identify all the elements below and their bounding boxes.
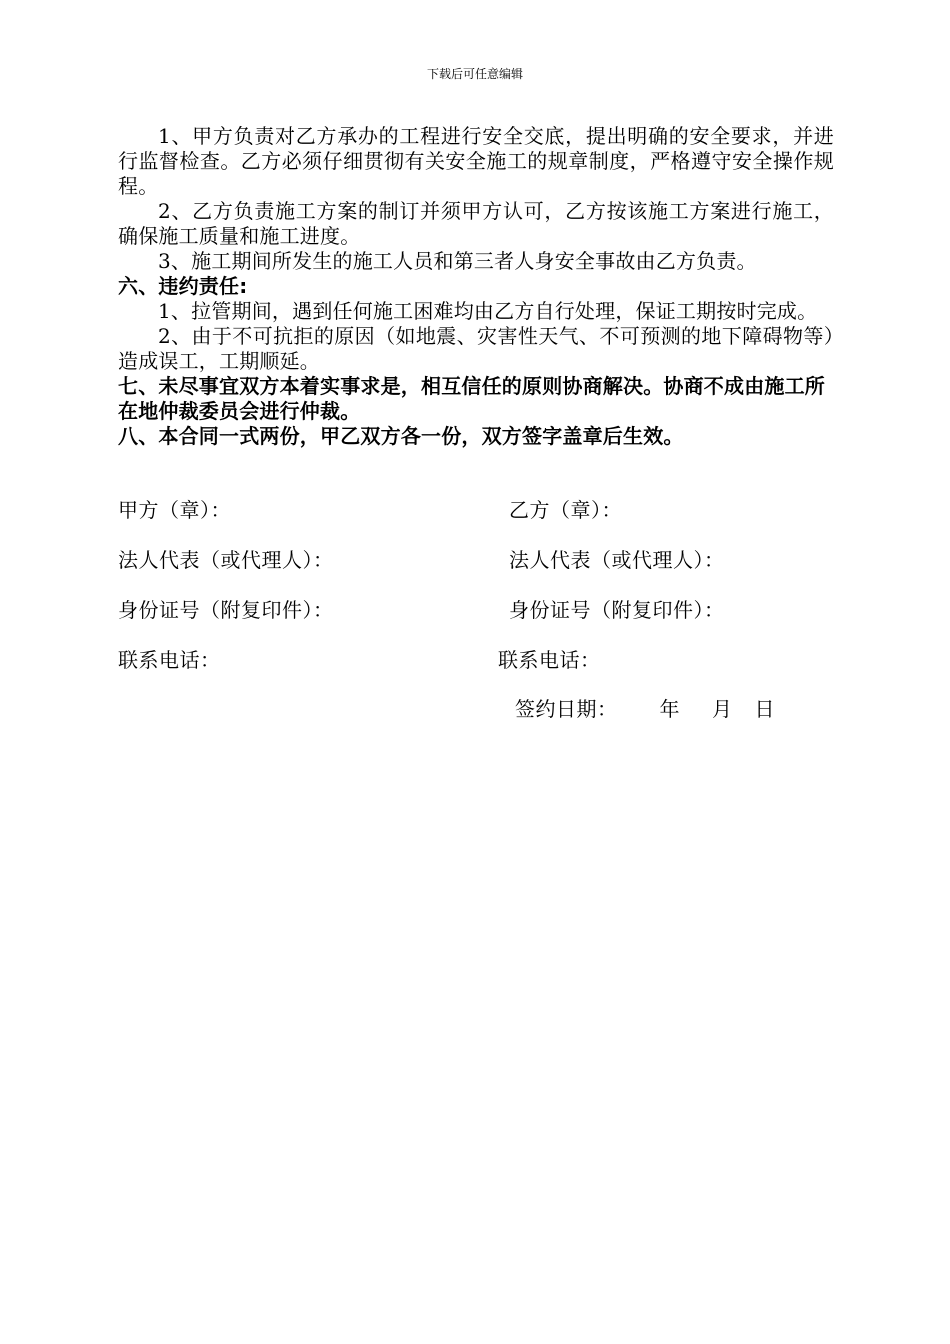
party-b-seal: 乙方（章）： [509,498,622,522]
safety-clause-1: 1、甲方负责对乙方承办的工程进行安全交底，提出明确的安全要求，并进行监督检查。乙方必须仔细贯彻有关安全施工的规章制度，严格遵守安全操作规程。 [118,124,834,198]
safety-clause-2: 2、乙方负责施工方案的制订并须甲方认可，乙方按该施工方案进行施工，确保施工质量和施工进度。 [118,199,834,248]
party-b-legal-rep: 法人代表（或代理人）： [509,548,725,572]
party-a-legal-rep: 法人代表（或代理人）： [118,548,334,572]
signing-date-year: 年 [659,697,680,721]
contract-clauses [118,124,834,449]
breach-clause-1: 1、拉管期间，遇到任何施工困难均由乙方自行处理，保证工期按时完成。 [158,299,818,323]
party-b-id-number: 身份证号（附复印件）： [509,598,725,622]
party-a-phone: 联系电话： [118,648,221,672]
section-8: 八、本合同一式两份，甲乙双方各一份，双方签字盖章后生效。 [118,424,684,448]
signing-date [515,697,775,722]
signing-date-day: 日 [754,697,775,721]
section-7: 七、未尽事宜双方本着实事求是，相互信任的原则协商解决。协商不成由施工所在地仲裁委员会进行仲裁。 [118,374,825,423]
signing-date-month: 月 [712,697,733,721]
party-b-phone: 联系电话： [498,648,601,672]
safety-clause-3: 3、施工期间所发生的施工人员和第三者人身安全事故由乙方负责。 [158,249,757,273]
signing-date-label: 签约日期： [515,697,618,721]
breach-clause-2: 2、由于不可抗拒的原因（如地震、灾害性天气、不可预测的地下障碍物等）造成误工，工期顺延。 [118,324,834,373]
party-a-seal: 甲方（章）： [118,498,231,522]
party-a-id-number: 身份证号（附复印件）： [118,598,334,622]
header-note: 下载后可任意编辑 [426,67,523,81]
section-6-heading: 六、违约责任: [118,274,248,298]
